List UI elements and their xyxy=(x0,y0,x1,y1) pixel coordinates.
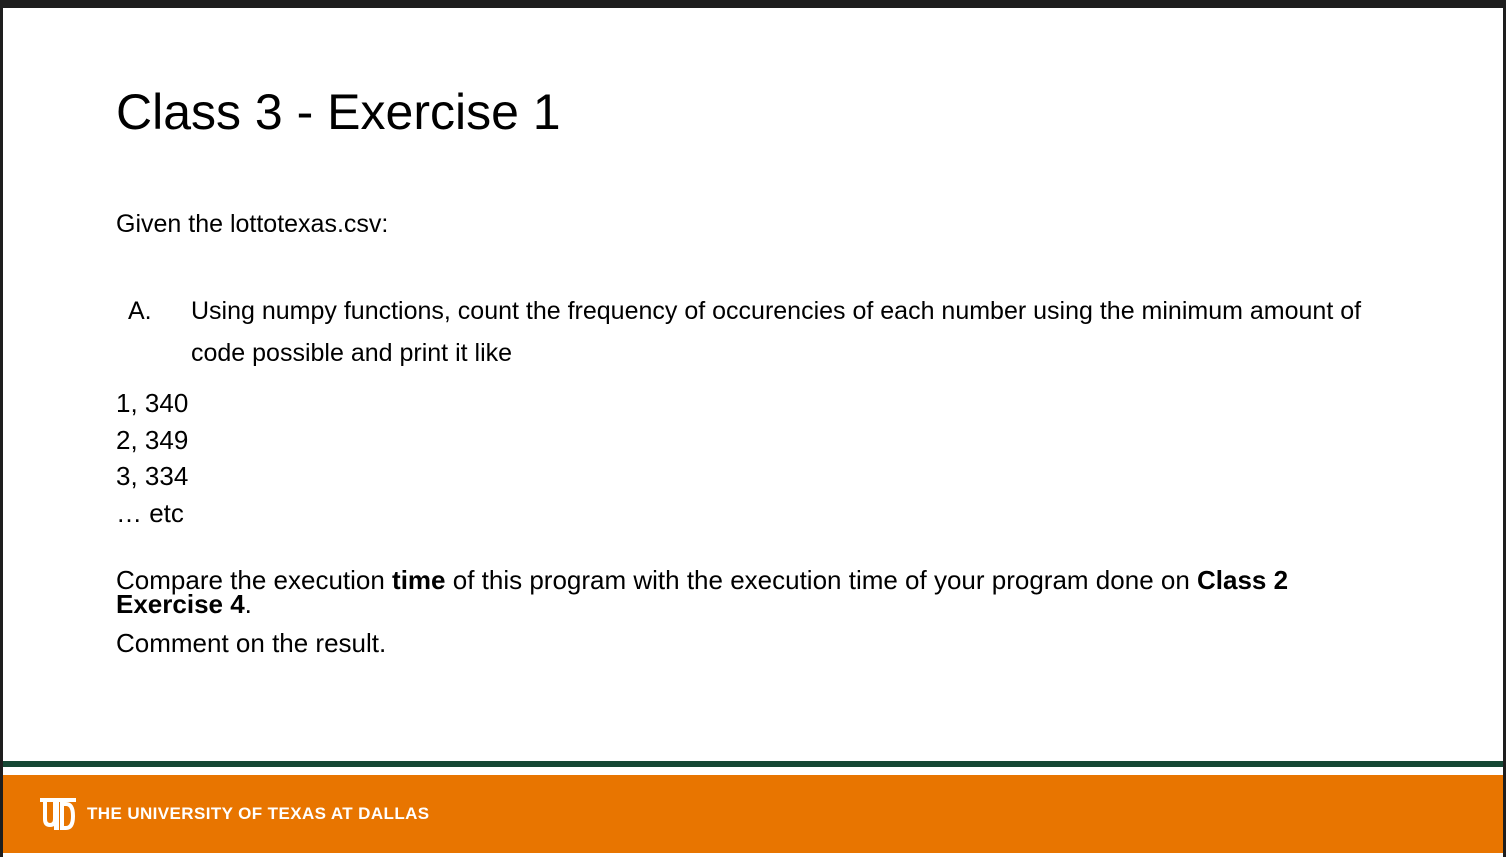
intro-text: Given the lottotexas.csv: xyxy=(116,210,389,238)
compare-text: of this program with the execution time of your program done on xyxy=(445,565,1198,595)
compare-emphasis-time: time xyxy=(392,565,446,595)
slide xyxy=(3,8,1503,857)
list-text: Using numpy functions, count the frequency of occurencies of each number using the minimum amount of code possible and print it like xyxy=(191,297,1362,367)
comment-text: Comment on the result. xyxy=(116,628,387,658)
compare-text: Compare the execution xyxy=(116,565,393,595)
output-line: 3, 334 xyxy=(116,461,189,491)
output-line: 2, 349 xyxy=(116,424,189,455)
utd-logo-icon xyxy=(39,797,77,831)
compare-emphasis-exercise: Class 2 Exercise 4 xyxy=(116,565,1289,619)
footer-rule xyxy=(3,761,1503,767)
output-line: 1, 340 xyxy=(116,388,189,418)
list-marker: A. xyxy=(128,297,152,325)
slide-title: Class 3 - Exercise 1 xyxy=(116,84,561,140)
compare-text: . xyxy=(244,589,252,619)
sample-output xyxy=(116,385,188,531)
compare-paragraph xyxy=(116,565,1396,619)
university-name: THE UNIVERSITY OF TEXAS AT DALLAS xyxy=(87,804,430,823)
output-line: … etc xyxy=(116,497,184,528)
footer-band xyxy=(3,775,1503,853)
